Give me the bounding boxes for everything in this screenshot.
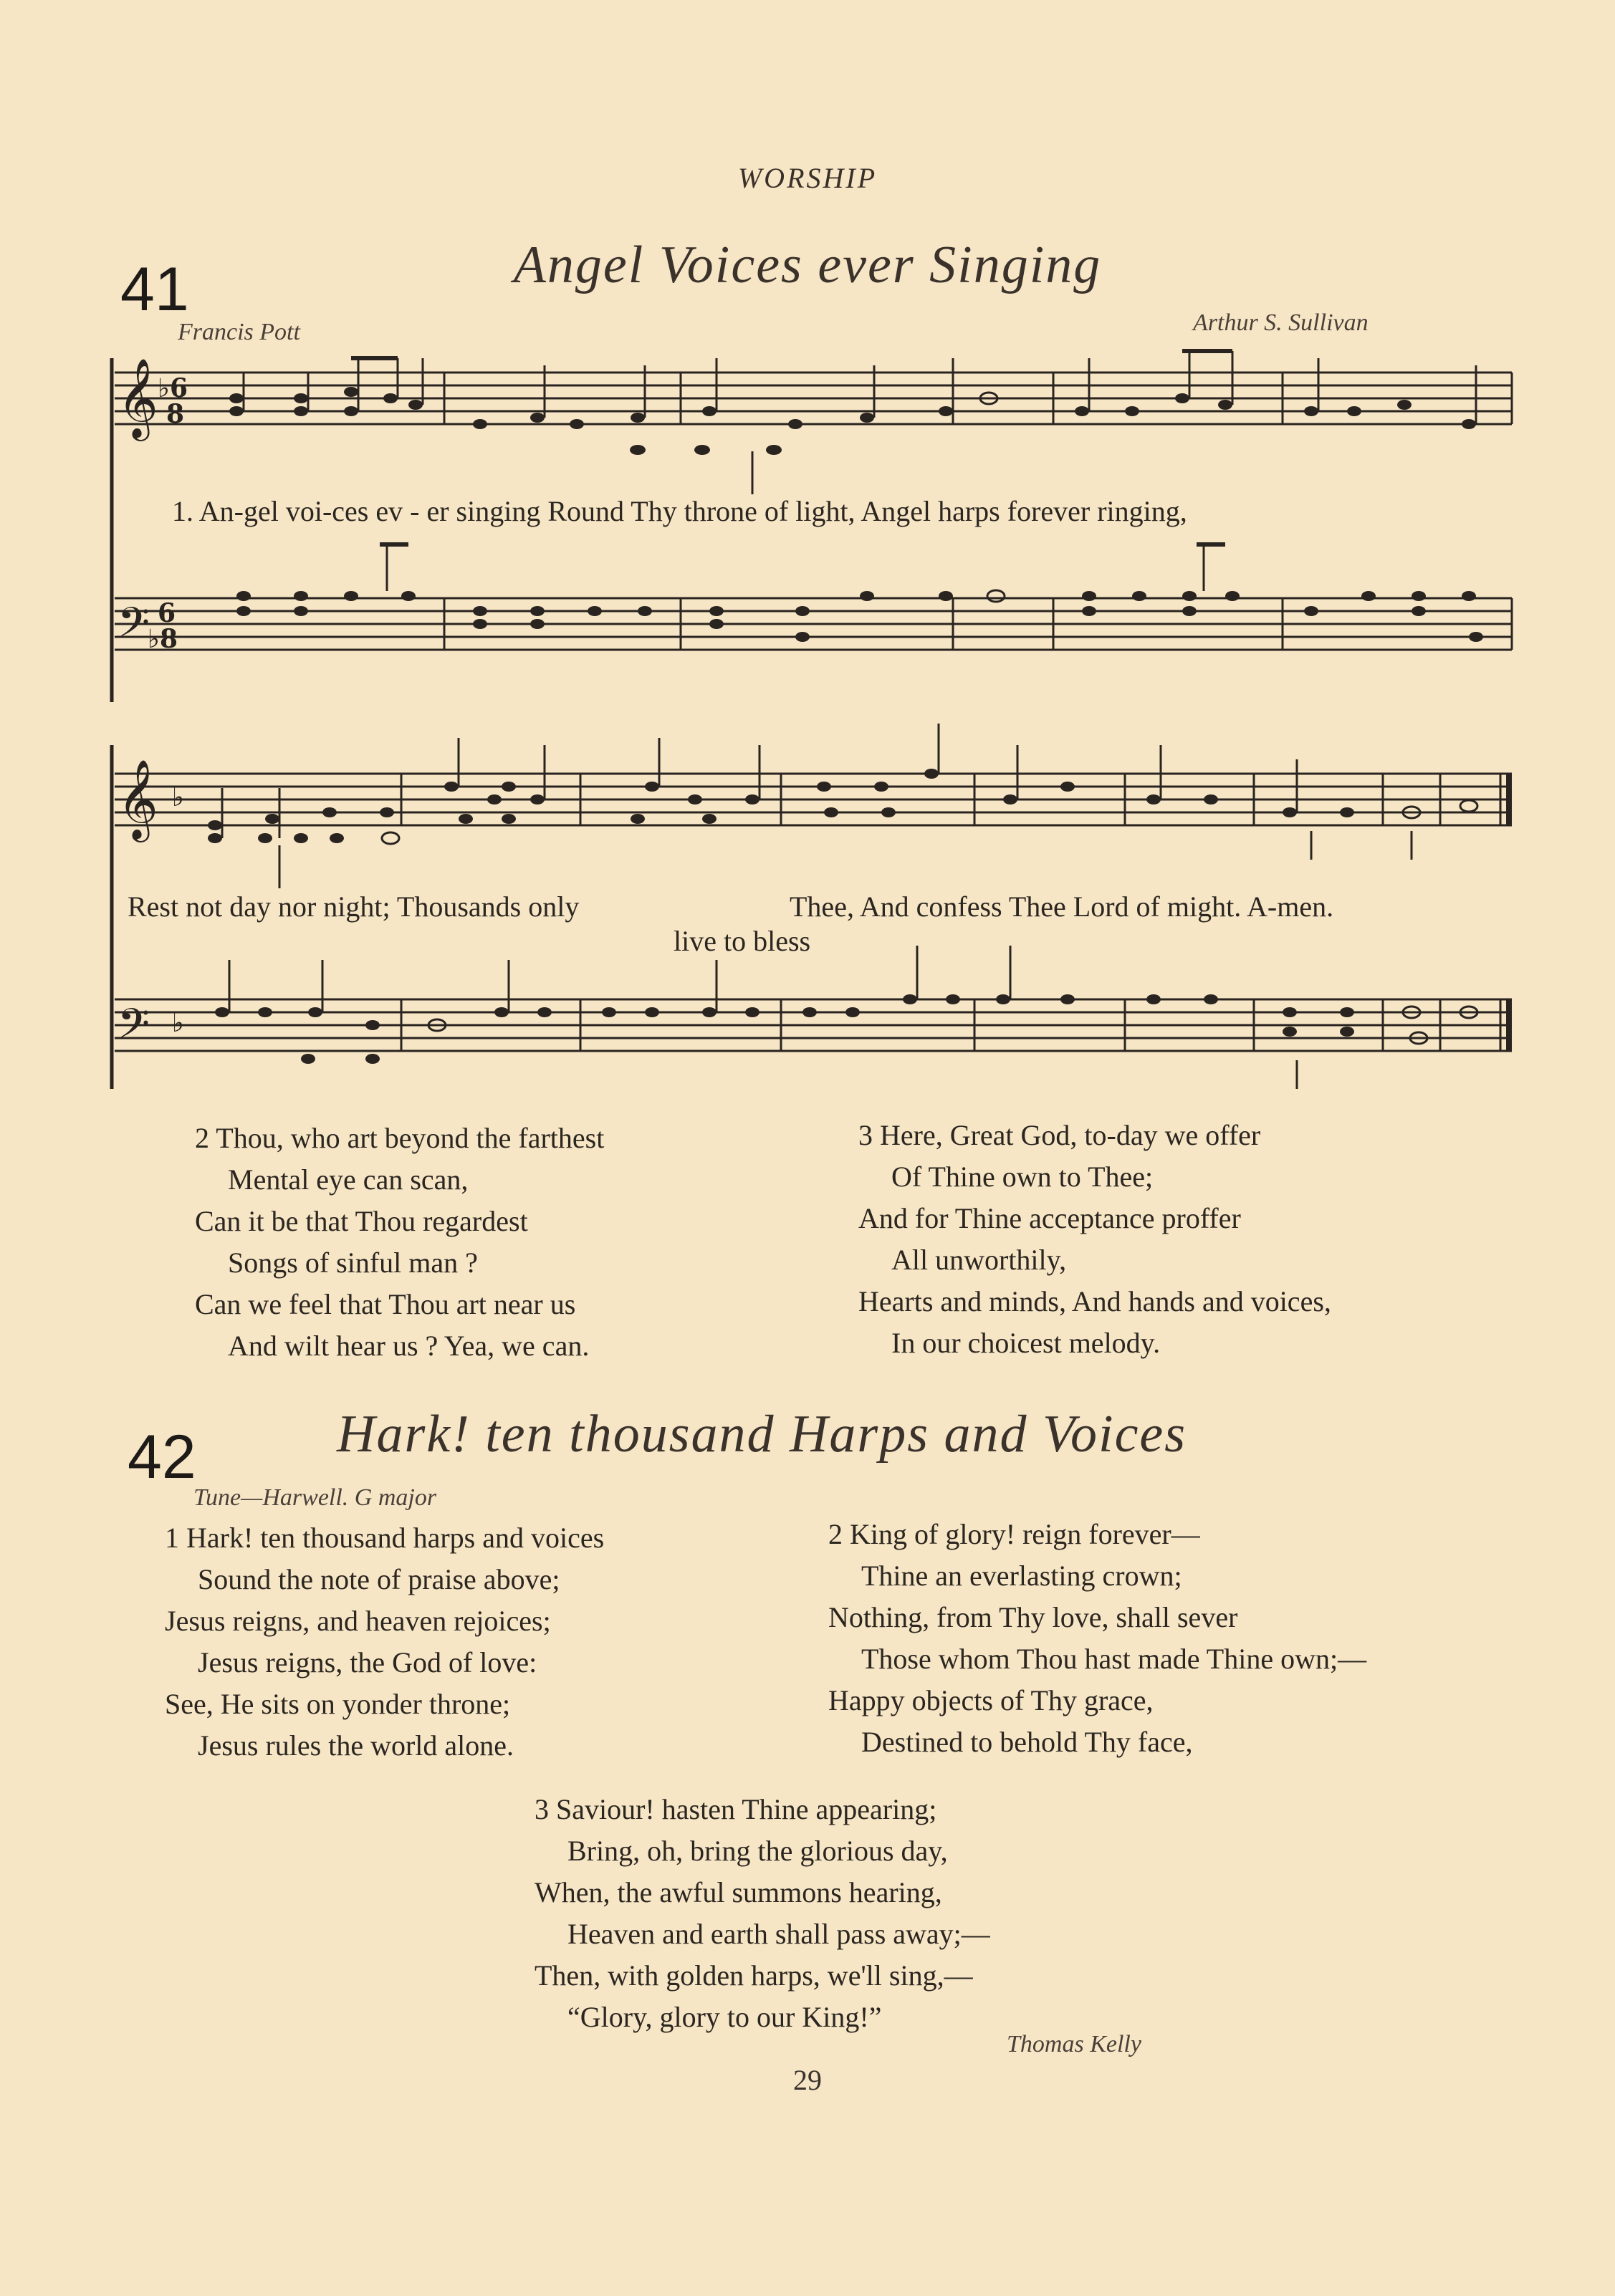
verse-line: Songs of sinful man ?	[228, 1247, 478, 1279]
verse-line: Can it be that Thou regardest	[195, 1205, 528, 1237]
verse-line: Nothing, from Thy love, shall sever	[828, 1601, 1238, 1633]
hymn-composer-41: Arthur S. Sullivan	[1193, 309, 1369, 336]
verse-line: Then, with golden harps, we'll sing,—	[535, 1959, 973, 1992]
svg-text:6: 6	[158, 598, 176, 628]
verse-line: Those whom Thou hast made Thine own;—	[861, 1643, 1367, 1675]
lyric-line-2c: live to bless	[674, 925, 811, 957]
verse-line: Jesus reigns, the God of love:	[198, 1646, 537, 1678]
hymn42-author: Thomas Kelly	[1007, 2031, 1141, 2057]
verse-line: In our choicest melody.	[891, 1327, 1161, 1359]
lyric-line-2a: Rest not day nor night; Thousands only	[128, 890, 580, 923]
hymn42-verse-3	[535, 1789, 990, 2038]
hymn42-tune: Tune—Harwell. G major	[193, 1484, 437, 1511]
verse-line: Mental eye can scan,	[228, 1163, 469, 1196]
svg-text:𝄢: 𝄢	[118, 999, 150, 1058]
verse-line: 2 King of glory! reign forever—	[828, 1518, 1200, 1550]
verse-line: And wilt hear us ? Yea, we can.	[228, 1330, 590, 1362]
hymn42-verse-1	[165, 1517, 604, 1767]
svg-text:♭8: ♭8	[148, 624, 178, 654]
hymn-title-42: Hark! ten thousand Harps and Voices	[337, 1405, 1187, 1464]
verse-line: 2 Thou, who art beyond the farthest	[195, 1122, 605, 1154]
verse-line: Can we feel that Thou art near us	[195, 1288, 576, 1320]
verse-line: Thine an everlasting crown;	[861, 1560, 1182, 1592]
section-header: WORSHIP	[737, 162, 878, 194]
hymn41-verse-3	[858, 1115, 1331, 1364]
verse-line: Hearts and minds, And hands and voices,	[858, 1285, 1331, 1317]
verse-line: When, the awful summons hearing,	[535, 1876, 942, 1908]
verse-line: Jesus reigns, and heaven rejoices;	[165, 1605, 551, 1637]
lyric-line-2b: Thee, And confess Thee Lord of might. A-men.	[790, 890, 1334, 923]
verse-line: Happy objects of Thy grace,	[828, 1684, 1154, 1716]
verse-line: Destined to behold Thy face,	[861, 1726, 1193, 1758]
music-score-system-1	[107, 344, 1526, 716]
page-number: 29	[793, 2064, 822, 2096]
hymn-title-41: Angel Voices ever Singing	[513, 236, 1102, 294]
verse-line: Of Thine own to Thee;	[891, 1161, 1154, 1193]
verse-line: “Glory, glory to our King!”	[567, 2001, 882, 2033]
verse-line: See, He sits on yonder throne;	[165, 1688, 511, 1720]
svg-text:𝄞: 𝄞	[118, 357, 158, 438]
hymn41-verse-2	[195, 1118, 604, 1367]
verse-line: 1 Hark! ten thousand harps and voices	[165, 1522, 605, 1554]
verse-line: Bring, oh, bring the glorious day,	[567, 1835, 948, 1867]
svg-text:♭6: ♭6	[158, 373, 188, 403]
svg-text:𝄞: 𝄞	[118, 759, 158, 839]
verse-line: Jesus rules the world alone.	[198, 1729, 514, 1762]
svg-text:♭: ♭	[172, 783, 184, 812]
verse-line: And for Thine acceptance proffer	[858, 1202, 1241, 1234]
hymn-author-41: Francis Pott	[178, 319, 300, 345]
svg-text:8: 8	[166, 399, 185, 429]
hymn-number-42: 42	[128, 1423, 196, 1492]
verse-line: 3 Saviour! hasten Thine appearing;	[535, 1793, 937, 1825]
hymn-number-41: 41	[120, 255, 189, 324]
svg-text:𝄢: 𝄢	[118, 598, 150, 657]
verse-line: Sound the note of praise above;	[198, 1563, 560, 1595]
verse-line: Heaven and earth shall pass away;—	[567, 1918, 990, 1950]
hymn42-verse-2	[828, 1514, 1366, 1763]
verse-line: 3 Here, Great God, to-day we offer	[858, 1119, 1261, 1151]
svg-text:♭: ♭	[172, 1009, 184, 1038]
verse-line: All unworthily,	[891, 1244, 1067, 1276]
lyric-line-1: 1. An-gel voi-ces ev - er singing Round Thy throne of light, Angel harps forever ringing,	[172, 495, 1187, 527]
